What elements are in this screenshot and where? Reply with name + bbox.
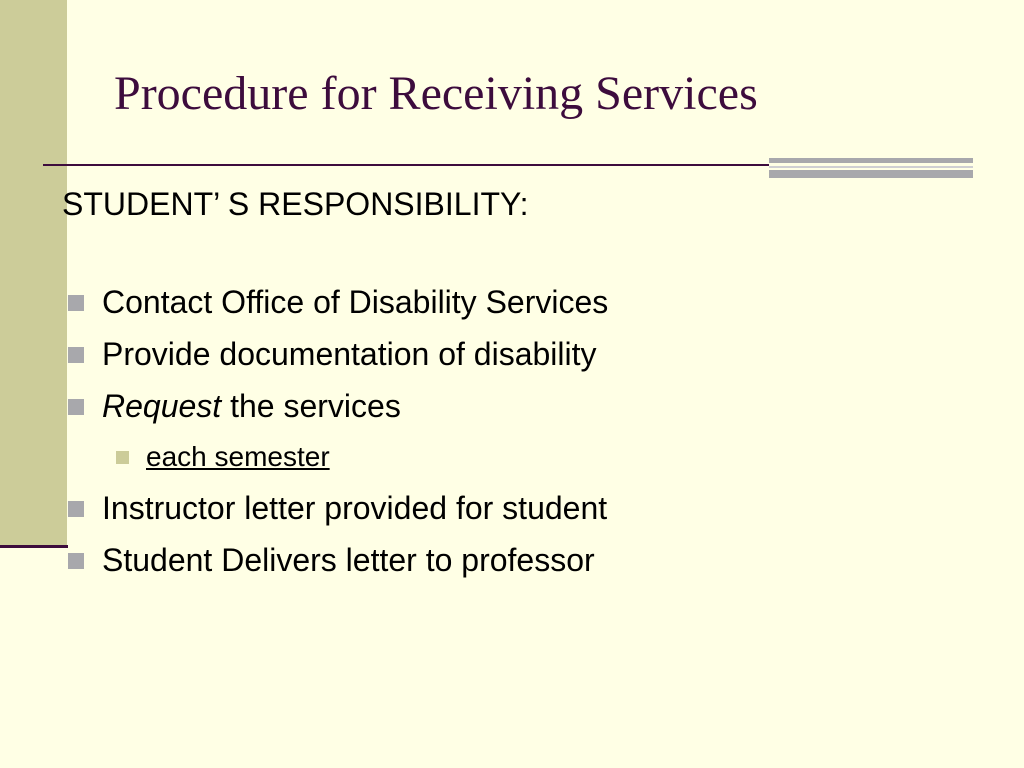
bullet-text: Provide documentation of disability [102, 336, 597, 373]
section-heading: STUDENT’ S RESPONSIBILITY: [62, 186, 529, 222]
bullet-item [62, 534, 608, 586]
slide-body [62, 185, 608, 586]
square-bullet-icon [68, 295, 84, 311]
divider-accent-bar [769, 158, 973, 163]
bullet-item [62, 380, 608, 432]
divider-accent-bar [769, 166, 973, 168]
square-bullet-icon [68, 501, 84, 517]
bullet-item [62, 276, 608, 328]
square-bullet-icon [68, 553, 84, 569]
title-divider-line [43, 164, 769, 166]
divider-accent-bar [769, 170, 973, 178]
decorative-side-bar [0, 0, 67, 546]
bullet-text: the services [221, 388, 401, 425]
square-bullet-icon [68, 347, 84, 363]
sub-bullet-item [62, 432, 608, 482]
square-bullet-icon [68, 399, 84, 415]
bullet-item [62, 328, 608, 380]
bullet-text: Contact Office of Disability Services [102, 284, 609, 321]
emphasized-text: Request [102, 388, 222, 425]
slide-title: Procedure for Receiving Services [114, 67, 758, 120]
side-bar-underline [0, 545, 68, 548]
bullet-list [62, 276, 608, 586]
bullet-text: Student Delivers letter to professor [102, 542, 595, 579]
small-square-bullet-icon [116, 451, 129, 464]
bullet-item [62, 482, 608, 534]
sub-bullet-text: each semester [146, 441, 330, 473]
bullet-text: Instructor letter provided for student [102, 490, 608, 527]
